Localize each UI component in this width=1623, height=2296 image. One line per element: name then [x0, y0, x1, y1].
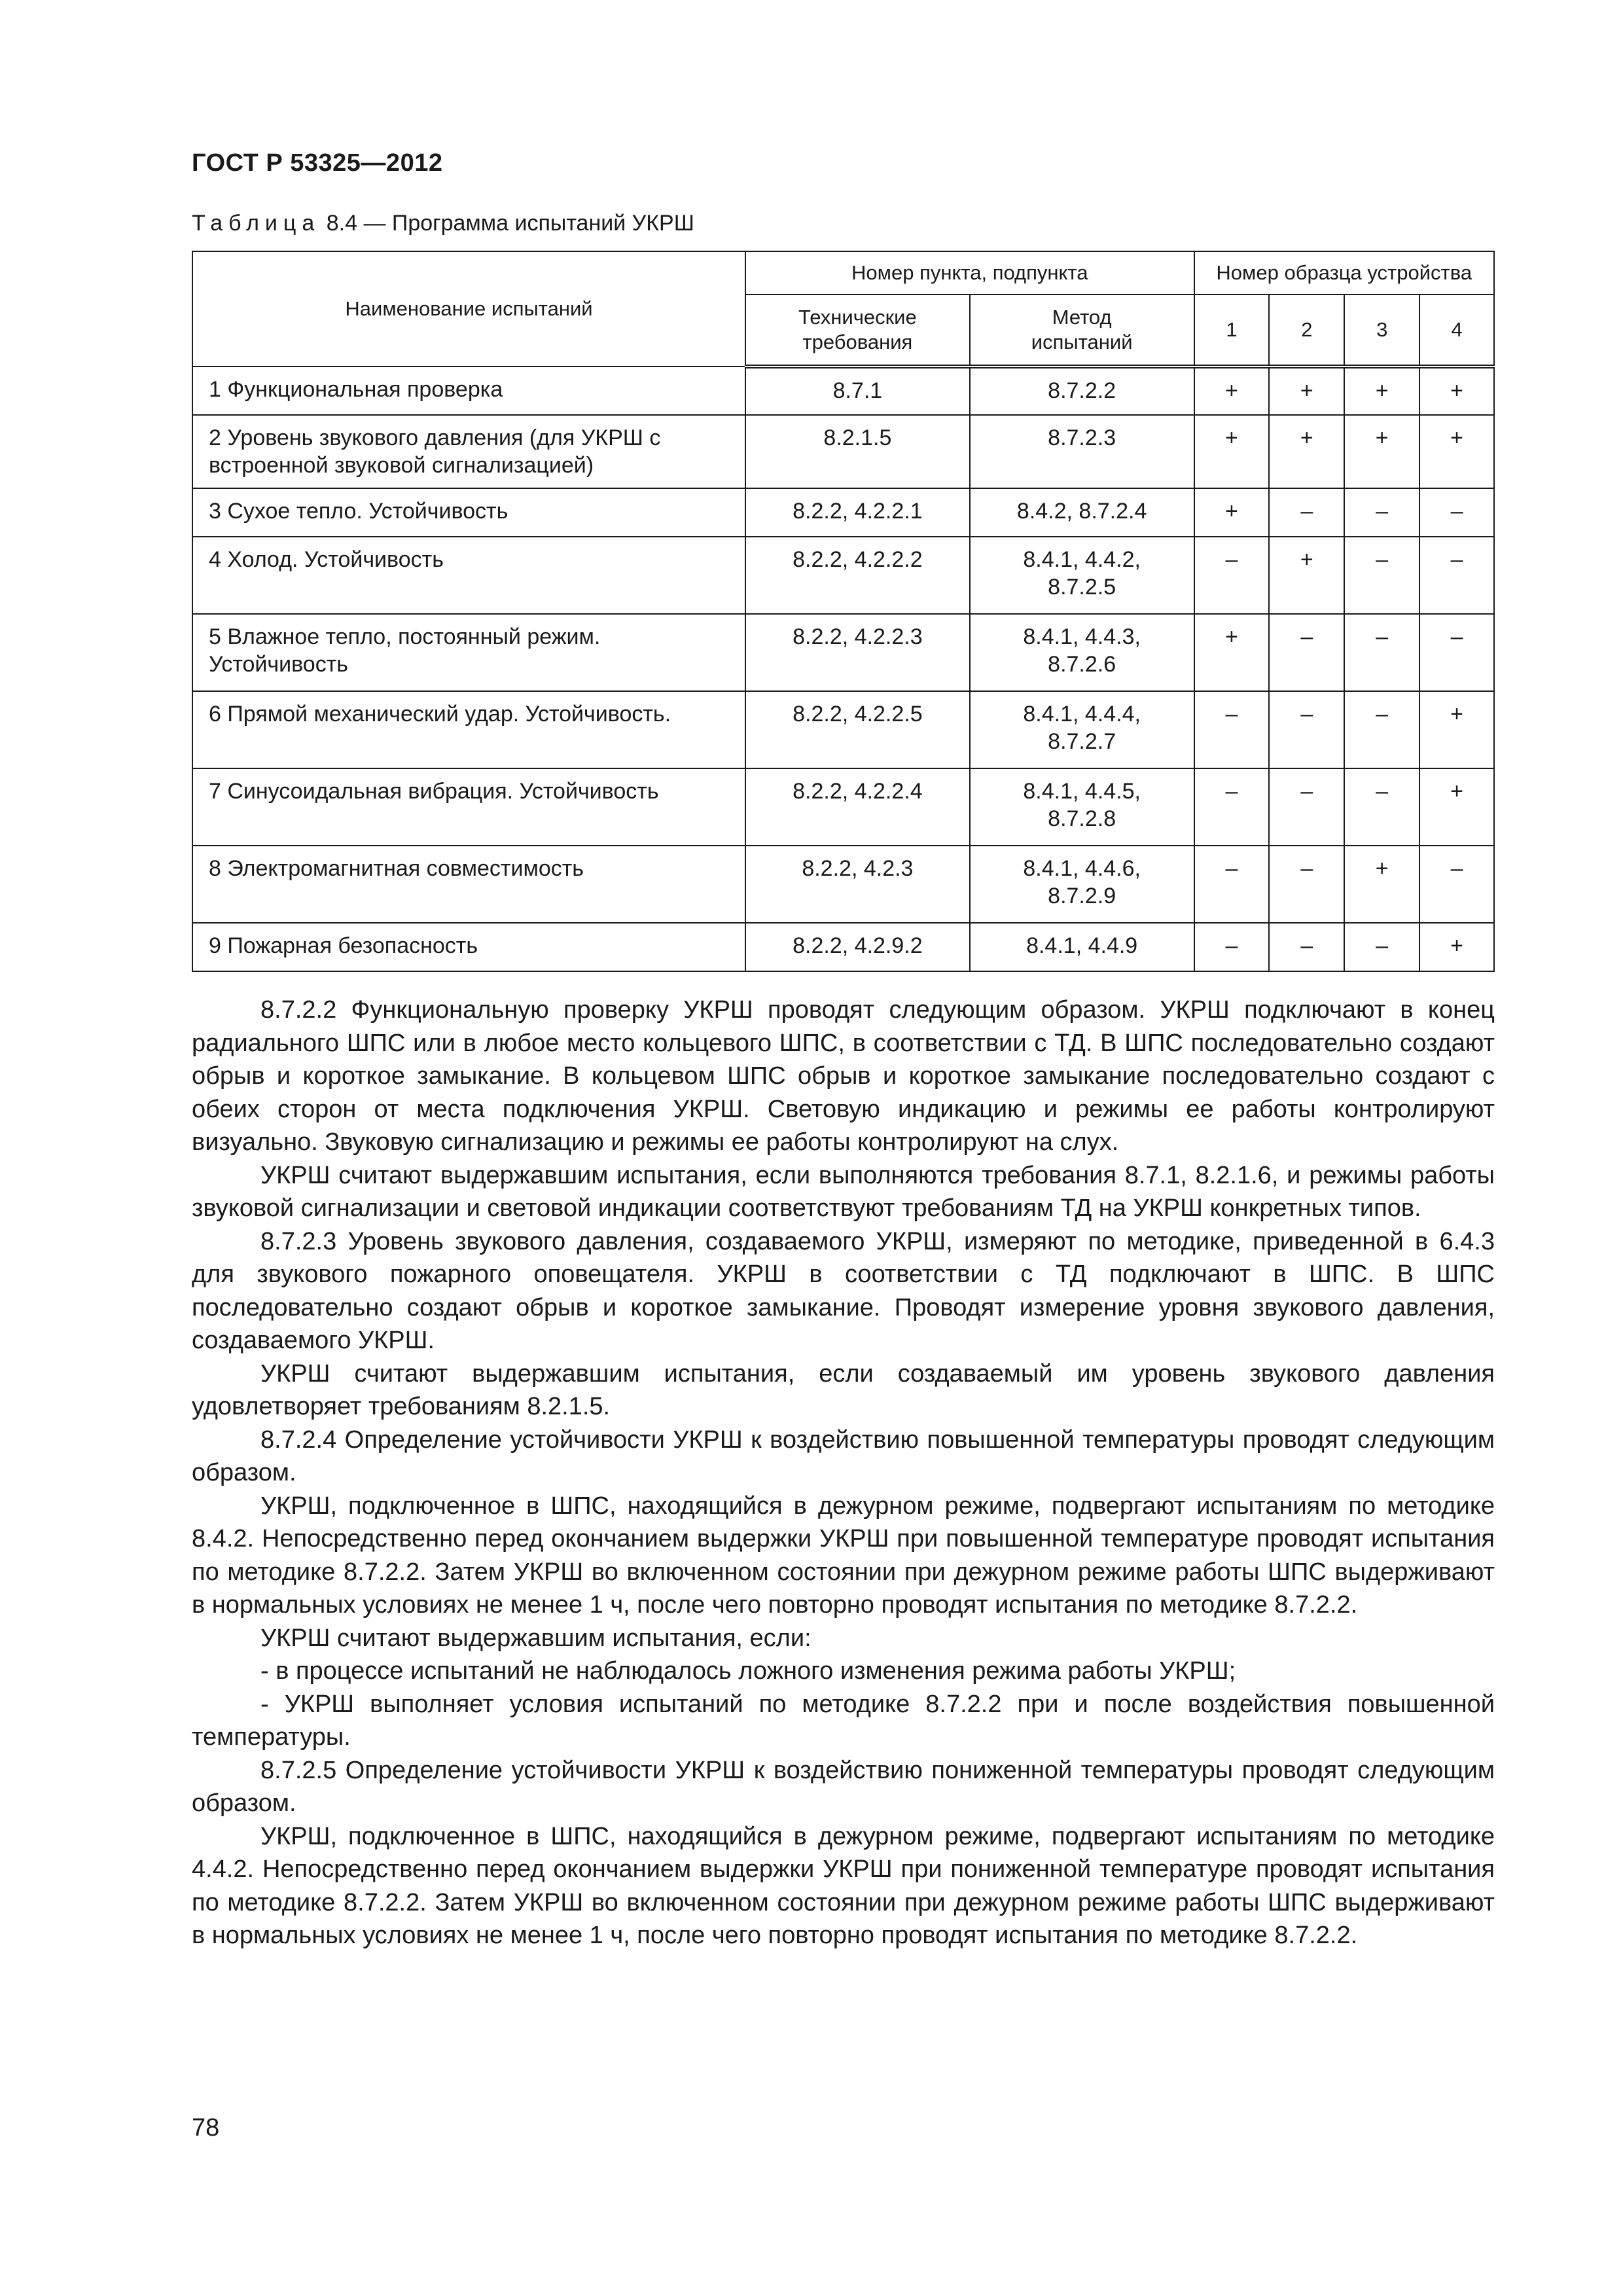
cell-sample-2: –: [1269, 768, 1344, 846]
cell-test-method: 8.7.2.2: [970, 367, 1194, 415]
cell-test-method: 8.4.1, 4.4.6, 8.7.2.9: [970, 846, 1194, 923]
cell-test-method: 8.4.1, 4.4.4, 8.7.2.7: [970, 691, 1194, 768]
cell-tech-requirements: 8.2.2, 4.2.2.5: [745, 691, 970, 768]
cell-sample-4: +: [1419, 923, 1494, 971]
cell-tech-requirements: 8.2.2, 4.2.2.3: [745, 614, 970, 691]
cell-sample-4: –: [1419, 614, 1494, 691]
cell-test-method: 8.4.1, 4.4.2, 8.7.2.5: [970, 537, 1194, 614]
cell-sample-3: +: [1344, 846, 1419, 923]
cell-test-method: 8.4.1, 4.4.5, 8.7.2.8: [970, 768, 1194, 846]
cell-sample-3: –: [1344, 614, 1419, 691]
cell-sample-1: –: [1194, 846, 1270, 923]
col-header-tech-label: Технические требования: [798, 306, 917, 353]
cell-test-name: 4 Холод. Устойчивость: [192, 537, 745, 614]
table-caption: [192, 211, 694, 236]
cell-sample-3: –: [1344, 691, 1419, 768]
col-header-method-label: Метод испытаний: [1031, 306, 1133, 353]
col-header-sample-4: 4: [1419, 295, 1494, 367]
cell-test-name: 2 Уровень звукового давления (для УКРШ с встроенной звуковой сигнализацией): [192, 415, 745, 488]
table-row: [192, 488, 1494, 537]
col-header-sample-2: 2: [1269, 295, 1344, 367]
col-header-tech-requirements: [745, 295, 970, 367]
cell-sample-2: –: [1269, 488, 1344, 537]
col-header-sample-3: 3: [1344, 295, 1419, 367]
cell-sample-2: –: [1269, 614, 1344, 691]
cell-tech-requirements: 8.2.2, 4.2.3: [745, 846, 970, 923]
table-row: [192, 415, 1494, 488]
cell-test-name: 5 Влажное тепло, постоянный режим. Устойчивость: [192, 614, 745, 691]
cell-sample-4: –: [1419, 846, 1494, 923]
table-row: [192, 614, 1494, 691]
cell-sample-1: –: [1194, 691, 1270, 768]
cell-sample-3: +: [1344, 367, 1419, 415]
col-header-sample-group: Номер образца устройства: [1194, 251, 1494, 295]
cell-sample-2: +: [1269, 367, 1344, 415]
table-row: [192, 768, 1494, 846]
list-item: - в процессе испытаний не наблюдалось ложного изменения режима работы УКРШ;: [260, 1657, 1236, 1685]
table-row: [192, 846, 1494, 923]
col-header-test-method: [970, 295, 1194, 367]
cell-tech-requirements: 8.2.2, 4.2.9.2: [745, 923, 970, 971]
cell-test-name: 9 Пожарная безопасность: [192, 923, 745, 971]
cell-sample-4: –: [1419, 537, 1494, 614]
cell-test-method: 8.4.1, 4.4.3, 8.7.2.6: [970, 614, 1194, 691]
cell-sample-4: +: [1419, 691, 1494, 768]
table-row: [192, 923, 1494, 971]
table-caption-word: Таблица: [192, 211, 321, 236]
cell-sample-1: +: [1194, 614, 1270, 691]
document-header: ГОСТ Р 53325—2012: [192, 149, 443, 177]
cell-test-method: 8.4.2, 8.7.2.4: [970, 488, 1194, 537]
cell-test-name: 3 Сухое тепло. Устойчивость: [192, 488, 745, 537]
cell-sample-4: –: [1419, 488, 1494, 537]
cell-sample-1: –: [1194, 923, 1270, 971]
paragraph: УКРШ, подключенное в ШПС, находящийся в дежурном режиме, подвергают испытаниям по методике 4.4.2. Непосредственно перед окончанием выдержки УКРШ при пониженной температуре проводят испытания по методике 8.7.2.2. Затем УКРШ во включенном состоянии при дежурном режиме работы ШПС выдерживают в нормальных условиях не менее 1 ч, после чего повторно проводят испытания по методике 8.7.2.2.: [192, 1822, 1495, 1949]
cell-sample-3: –: [1344, 537, 1419, 614]
paragraph: 8.7.2.5 Определение устойчивости УКРШ к воздействию пониженной температуры проводят следующим образом.: [192, 1756, 1495, 1817]
cell-tech-requirements: 8.2.2, 4.2.2.4: [745, 768, 970, 846]
cell-sample-2: +: [1269, 537, 1344, 614]
cell-test-method: 8.7.2.3: [970, 415, 1194, 488]
cell-test-name: 6 Прямой механический удар. Устойчивость.: [192, 691, 745, 768]
paragraph: 8.7.2.3 Уровень звукового давления, создаваемого УКРШ, измеряют по методике, приведенной в 6.4.3 для звукового пожарного оповещателя. УКРШ в соответствии с ТД подключают в ШПС. В ШПС последовательно создают обрыв и короткое замыкание. Проводят измерение уровня звукового давления, создаваемого УКРШ.: [192, 1227, 1495, 1354]
paragraph: УКРШ считают выдержавшим испытания, если выполняются требования 8.7.1, 8.2.1.6, и режимы работы звуковой сигнализации и световой индикации соответствуют требованиям ТД на УКРШ конкретных типов.: [192, 1161, 1495, 1222]
body-text: [192, 994, 1495, 1952]
table-row: [192, 691, 1494, 768]
cell-sample-4: +: [1419, 415, 1494, 488]
paragraph: УКРШ считают выдержавшим испытания, если:: [260, 1624, 812, 1652]
page-number: 78: [192, 2114, 220, 2142]
table-row: [192, 367, 1494, 415]
cell-sample-1: –: [1194, 537, 1270, 614]
cell-sample-4: +: [1419, 768, 1494, 846]
cell-sample-1: +: [1194, 488, 1270, 537]
cell-sample-3: +: [1344, 415, 1419, 488]
cell-tech-requirements: 8.2.2, 4.2.2.2: [745, 537, 970, 614]
paragraph: УКРШ, подключенное в ШПС, находящийся в дежурном режиме, подвергают испытаниям по методике 8.4.2. Непосредственно перед окончанием выдержки УКРШ при повышенной температуре проводят испытания по методике 8.7.2.2. Затем УКРШ во включенном состоянии при дежурном режиме работы ШПС выдерживают в нормальных условиях не менее 1 ч, после чего повторно проводят испытания по методике 8.7.2.2.: [192, 1492, 1495, 1619]
cell-sample-2: –: [1269, 691, 1344, 768]
cell-sample-3: –: [1344, 488, 1419, 537]
cell-test-name: 8 Электромагнитная совместимость: [192, 846, 745, 923]
cell-sample-1: +: [1194, 367, 1270, 415]
cell-sample-2: –: [1269, 846, 1344, 923]
table-body: [192, 367, 1494, 971]
table-row: [192, 537, 1494, 614]
cell-tech-requirements: 8.7.1: [745, 367, 970, 415]
cell-sample-2: +: [1269, 415, 1344, 488]
col-header-sample-1: 1: [1194, 295, 1270, 367]
col-header-clause-group: Номер пункта, подпункта: [745, 251, 1194, 295]
col-header-test-name: Наименование испытаний: [192, 251, 745, 367]
cell-sample-2: –: [1269, 923, 1344, 971]
cell-tech-requirements: 8.2.2, 4.2.2.1: [745, 488, 970, 537]
paragraph: 8.7.2.2 Функциональную проверку УКРШ проводят следующим образом. УКРШ подключают в конец радиального ШПС или в любое место кольцевого ШПС, в соответствии с ТД. В ШПС последовательно создают обрыв и короткое замыкание. В кольцевом ШПС обрыв и короткое замыкание последовательно создают с обеих сторон от места подключения УКРШ. Световую индикацию и режимы ее работы контролируют визуально. Звуковую сигнализацию и режимы ее работы контролируют на слух.: [192, 996, 1495, 1156]
paragraph: 8.7.2.4 Определение устойчивости УКРШ к воздействию повышенной температуры проводят следующим образом.: [192, 1426, 1495, 1486]
table-caption-title: 8.4 — Программа испытаний УКРШ: [320, 211, 694, 236]
list-item: - УКРШ выполняет условия испытаний по методике 8.7.2.2 при и после воздействия повышенной температуры.: [192, 1690, 1495, 1751]
cell-test-method: 8.4.1, 4.4.9: [970, 923, 1194, 971]
cell-sample-3: –: [1344, 768, 1419, 846]
cell-sample-3: –: [1344, 923, 1419, 971]
cell-tech-requirements: 8.2.1.5: [745, 415, 970, 488]
cell-sample-1: –: [1194, 768, 1270, 846]
paragraph: УКРШ считают выдержавшим испытания, если создаваемый им уровень звукового давления удовлетворяет требованиям 8.2.1.5.: [192, 1359, 1495, 1420]
cell-sample-4: +: [1419, 367, 1494, 415]
test-program-table: [192, 251, 1495, 972]
cell-sample-1: +: [1194, 415, 1270, 488]
cell-test-name: 1 Функциональная проверка: [192, 367, 745, 415]
cell-test-name: 7 Синусоидальная вибрация. Устойчивость: [192, 768, 745, 846]
